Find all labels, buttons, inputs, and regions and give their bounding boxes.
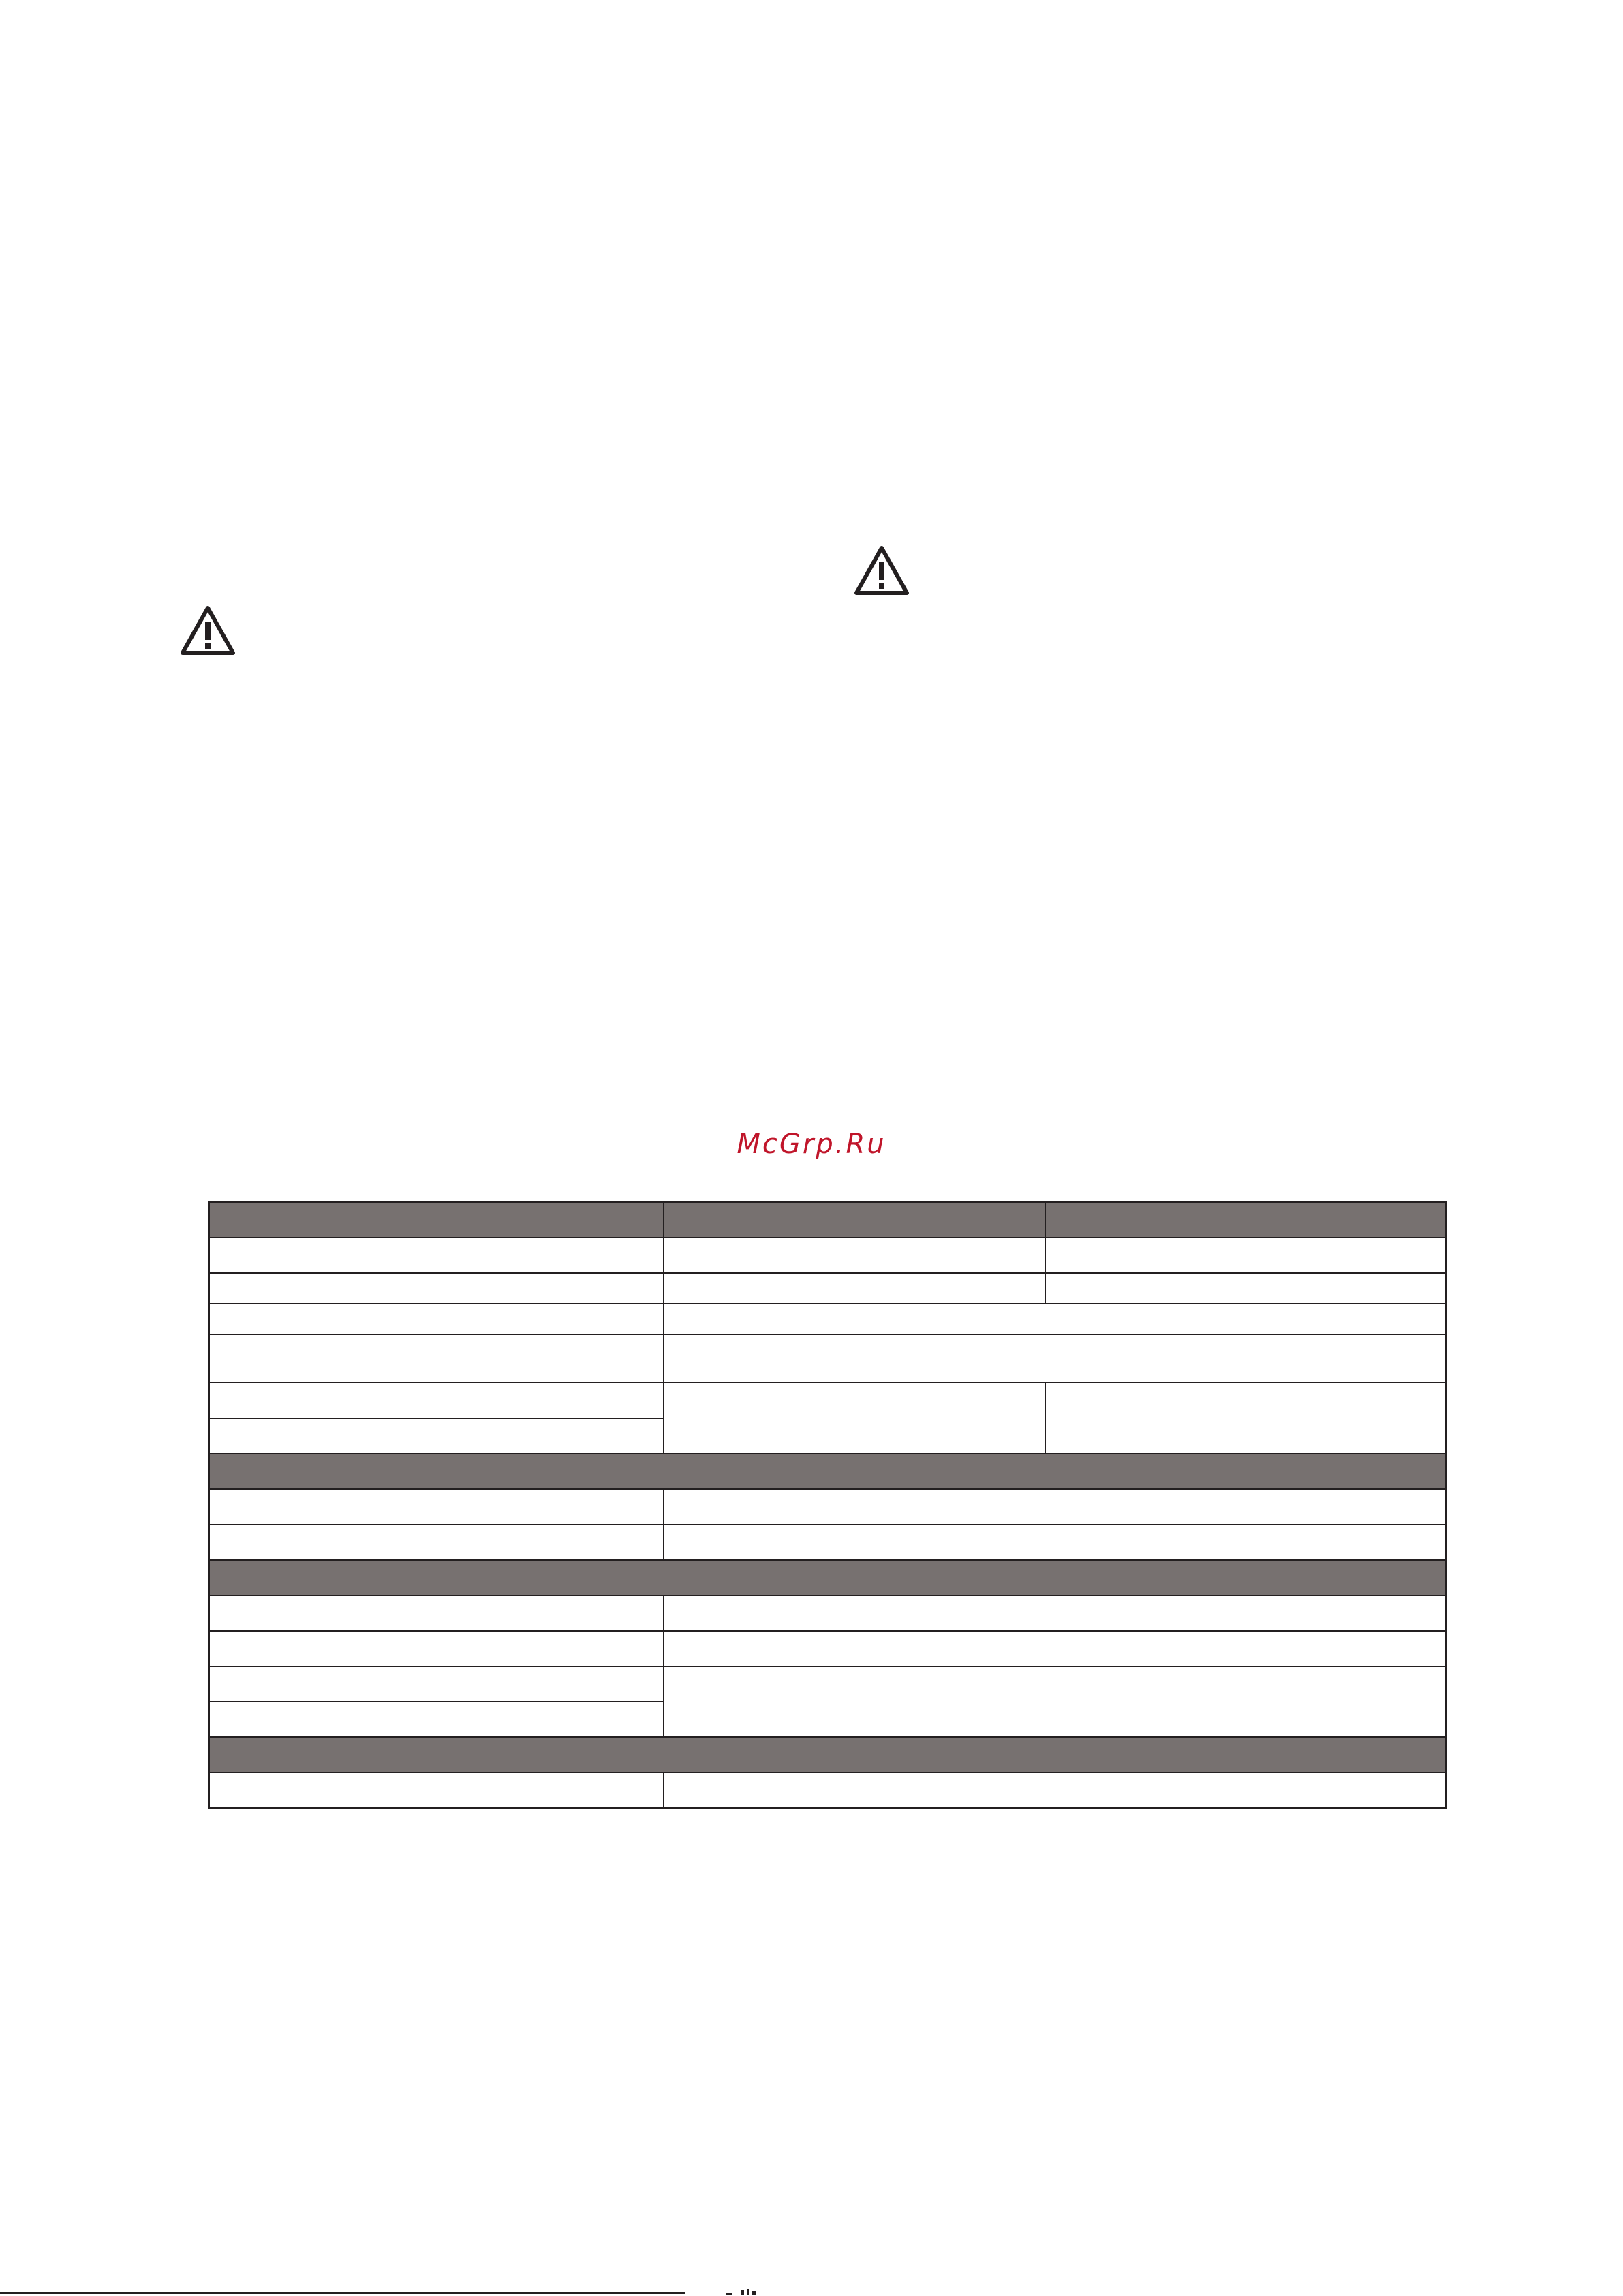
table-cell <box>209 1702 664 1737</box>
table-section-header <box>209 1454 1446 1489</box>
table-header-cell <box>664 1202 1045 1238</box>
table-section-row <box>209 1454 1446 1489</box>
table-cell <box>209 1489 664 1525</box>
warning-triangle-icon <box>180 605 236 656</box>
spec-table <box>208 1201 1447 1809</box>
table-row <box>209 1334 1446 1383</box>
table-cell <box>664 1666 1446 1737</box>
table-header-row <box>209 1202 1446 1238</box>
table-row <box>209 1773 1446 1808</box>
table-cell <box>209 1273 664 1304</box>
table-cell <box>1045 1238 1446 1273</box>
table-cell <box>209 1334 664 1383</box>
table-cell <box>664 1595 1446 1631</box>
table-row <box>209 1273 1446 1304</box>
table-row <box>209 1304 1446 1334</box>
table-cell <box>1045 1383 1446 1454</box>
table-cell <box>664 1273 1045 1304</box>
table-cell <box>664 1304 1446 1334</box>
table-row <box>209 1525 1446 1560</box>
table-cell <box>664 1489 1446 1525</box>
warning-triangle-icon <box>854 545 910 596</box>
table-cell <box>209 1418 664 1454</box>
table-header-cell <box>1045 1202 1446 1238</box>
table-cell <box>664 1238 1045 1273</box>
table-cell <box>209 1238 664 1273</box>
table-row <box>209 1238 1446 1273</box>
table-cell <box>1045 1273 1446 1304</box>
table-cell <box>209 1525 664 1560</box>
footer-rule <box>0 2292 685 2294</box>
table-cell <box>664 1631 1446 1666</box>
watermark-text: McGrp.Ru <box>737 1129 886 1160</box>
table-section-header <box>209 1737 1446 1773</box>
table-row <box>209 1595 1446 1631</box>
table-cell <box>209 1383 664 1418</box>
table-cell <box>664 1773 1446 1808</box>
table-section-row <box>209 1737 1446 1773</box>
table-cell <box>664 1525 1446 1560</box>
footer-marks <box>726 2287 764 2296</box>
table-cell <box>209 1666 664 1702</box>
table-row <box>209 1383 1446 1418</box>
table-header-cell <box>209 1202 664 1238</box>
table-row <box>209 1666 1446 1702</box>
table-cell <box>209 1304 664 1334</box>
table-section-row <box>209 1560 1446 1595</box>
table-cell <box>209 1773 664 1808</box>
table-cell <box>664 1383 1045 1454</box>
table-row <box>209 1489 1446 1525</box>
table-cell <box>664 1334 1446 1383</box>
table-cell <box>209 1595 664 1631</box>
table-section-header <box>209 1560 1446 1595</box>
table-row <box>209 1631 1446 1666</box>
table-cell <box>209 1631 664 1666</box>
